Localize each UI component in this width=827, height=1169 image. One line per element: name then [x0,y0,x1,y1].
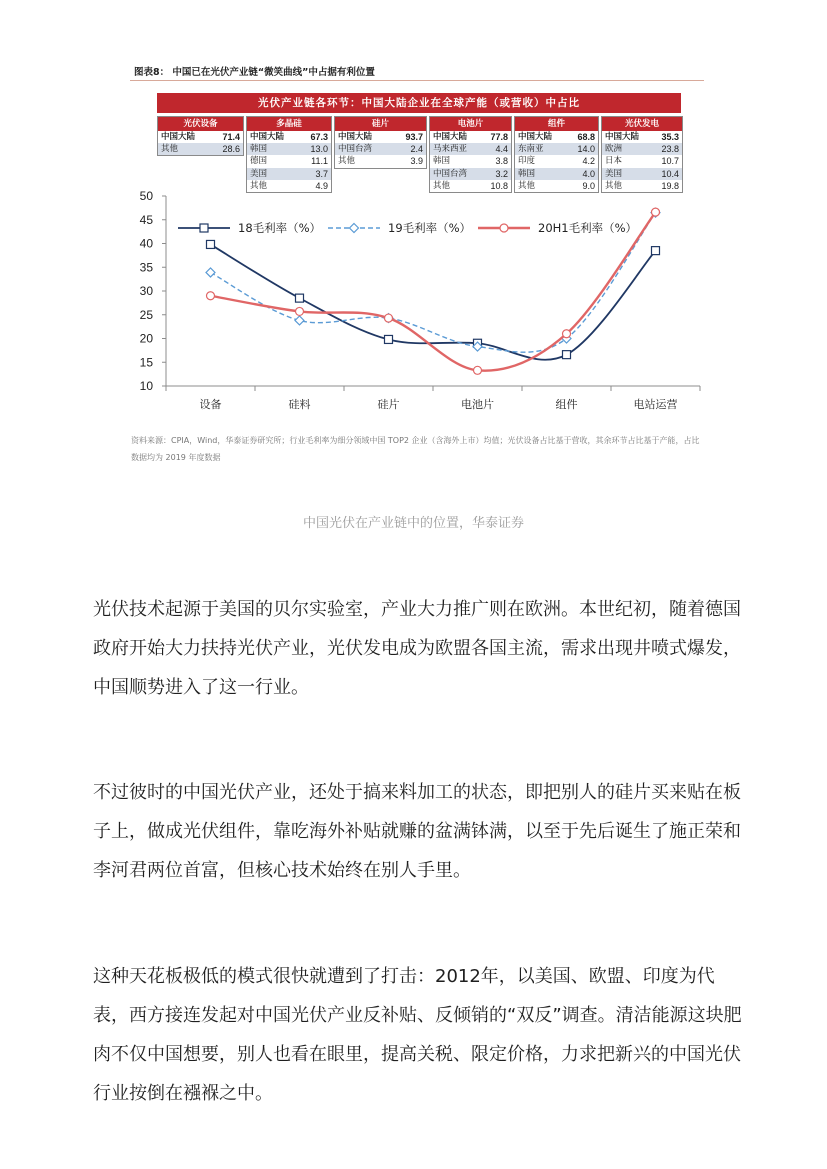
share-value: 67.3 [310,132,328,142]
x-tick-label: 硅料 [288,398,311,411]
y-tick-label: 20 [139,331,153,346]
segment-table-row [247,155,331,167]
segment-table-row [602,143,682,155]
region-label: 中国台湾 [433,168,468,179]
segment-table-row [335,131,426,143]
figure-title: 图表8： 中国已在光伏产业链“微笑曲线”中占据有利位置 [134,67,375,78]
segment-table-4 [429,116,512,193]
region-label: 中国大陆 [433,132,468,142]
share-value: 3.7 [315,168,328,179]
region-label: 中国大陆 [518,132,553,142]
region-label: 美国 [250,168,268,179]
share-value: 4.2 [582,156,595,167]
y-tick-label: 50 [139,189,153,203]
data-point-marker [652,247,660,255]
share-value: 3.9 [410,156,423,167]
x-tick-label: 硅片 [377,398,400,411]
segment-table-row [515,155,598,167]
paragraph-3: 这种天花板极低的模式很快就遭到了打击：2012年，以美国、欧盟、印度为代表，西方接连发起对中国光伏产业反补贴、反倾销的“双反”调查。清洁能源这块肥肉不仅中国想要，别人也看在眼里，提高关税、限定价格，力求把新兴的中国光伏行业按倒在襁褓之中。 [93,966,742,1104]
segment-table-header: 光伏设备 [158,117,243,131]
segment-table-row [247,168,331,180]
segment-table-6 [601,116,683,193]
segment-table-row [158,131,243,143]
region-label: 其他 [433,180,451,191]
x-tick-label: 电池片 [461,398,494,411]
data-point-marker [500,224,508,232]
data-point-marker [207,240,215,248]
share-value: 10.4 [661,168,679,179]
segment-table-header: 组件 [515,117,598,131]
region-label: 韩国 [518,168,536,179]
region-label: 其他 [605,180,623,191]
y-tick-label: 10 [139,379,153,393]
region-label: 美国 [605,168,623,179]
segment-table-row [602,155,682,167]
share-value: 13.0 [310,144,328,155]
data-point-marker [200,224,208,232]
share-value: 77.8 [490,132,508,142]
share-value: 68.8 [577,132,595,142]
data-point-marker [350,224,359,233]
segment-table-row [515,143,598,155]
x-tick-label: 电站运营 [633,398,678,411]
segment-table-row [515,131,598,143]
region-label: 韩国 [433,156,451,167]
segment-table-row [247,131,331,143]
share-value: 10.7 [661,156,679,167]
region-label: 中国大陆 [338,132,373,142]
x-tick-label: 组件 [555,398,578,411]
share-value: 10.8 [490,180,508,191]
segment-table-3 [334,116,427,169]
y-tick-label: 45 [139,212,153,227]
legend-label: 19毛利率（%） [388,221,472,235]
segment-table-2 [246,116,332,193]
y-tick-label: 40 [139,236,153,251]
segment-table-row [430,131,511,143]
region-label: 欧洲 [605,144,623,155]
region-label: 日本 [605,156,623,167]
y-tick-label: 35 [139,260,153,275]
share-value: 93.7 [405,132,423,142]
paragraph-2: 不过彼时的中国光伏产业，还处于搞来料加工的状态，即把别人的硅片买来贴在板子上，做成光伏组件，靠吃海外补贴就赚的盆满钵满，以至于先后诞生了施正荣和李河君两位首富，但核心技术始终在别人手里。 [93,782,741,881]
x-tick-label: 设备 [199,398,222,411]
segment-table-row [335,143,426,155]
data-point-marker [385,314,393,322]
share-value: 23.8 [661,144,679,155]
segment-table-row [515,168,598,180]
region-label: 其他 [338,156,356,167]
data-point-marker [207,292,215,300]
region-label: 中国大陆 [250,132,285,142]
segment-table-header: 光伏发电 [602,117,682,131]
share-value: 35.3 [661,132,679,142]
y-tick-label: 15 [139,355,153,370]
segment-table-1 [157,116,244,156]
share-value: 9.0 [582,180,595,191]
segment-table-header: 电池片 [430,117,511,131]
data-point-marker [563,330,571,338]
share-value: 3.8 [495,156,508,167]
share-value: 4.9 [315,180,328,191]
region-label: 其他 [518,180,536,191]
segment-table-row [430,155,511,167]
segment-table-row [430,143,511,155]
y-tick-label: 30 [139,284,153,298]
series-line-1 [211,244,656,359]
segment-table-row [247,143,331,155]
share-value: 14.0 [577,144,595,155]
data-point-marker [652,208,660,216]
segment-table-row [335,155,426,167]
data-point-marker [296,294,304,302]
figure-caption: 中国光伏在产业链中的位置，华泰证券 [302,516,524,531]
y-tick-label: 25 [139,307,153,322]
data-point-marker [206,268,215,277]
share-value: 4.0 [582,168,595,179]
segment-table-row [158,143,243,155]
region-label: 马来西亚 [433,144,468,155]
region-label: 韩国 [250,144,268,155]
segment-table-5 [514,116,599,193]
segment-banner: 光伏产业链各环节：中国大陆企业在全球产能（或营收）中占比 [157,93,681,113]
data-point-marker [296,307,304,315]
segment-table-row [430,168,511,180]
share-value: 28.6 [222,144,240,155]
share-value: 19.8 [661,180,679,191]
paragraph-1: 光伏技术起源于美国的贝尔实验室，产业大力推广则在欧洲。本世纪初，随着德国政府开始大力扶持光伏产业，光伏发电成为欧盟各国主流，需求出现井喷式爆发，中国顺势进入了这一行业。 [93,599,741,698]
share-value: 11.1 [311,156,328,167]
region-label: 其他 [161,144,179,155]
region-label: 东南亚 [518,144,544,155]
region-label: 中国台湾 [338,144,373,155]
gross-margin-chart [120,186,710,416]
region-label: 其他 [250,180,268,191]
region-label: 中国大陆 [605,132,640,142]
data-point-marker [474,366,482,374]
region-label: 印度 [518,156,536,167]
share-value: 71.4 [222,132,240,142]
segment-table-header: 多晶硅 [247,117,331,131]
series-line-3 [211,212,656,371]
legend-label: 20H1毛利率（%） [538,221,638,235]
share-value: 3.2 [495,168,508,179]
segment-table-header: 硅片 [335,117,426,131]
region-label: 中国大陆 [161,132,196,142]
title-divider [130,80,704,81]
data-point-marker [563,351,571,359]
share-value: 2.4 [410,144,423,155]
legend-label: 18毛利率（%） [238,221,322,235]
share-value: 4.4 [495,144,508,155]
source-note: 资料来源：CPIA，Wind，华泰证券研究所；行业毛利率为细分领域中国 TOP2 企业（含海外上市）均值；光伏设备占比基于营收，其余环节占比基于产能，占比数据均为 2019 年度数据 [131,436,700,462]
data-point-marker [385,335,393,343]
region-label: 德国 [250,156,268,167]
data-point-marker [295,316,304,325]
segment-table-row [602,131,682,143]
segment-table-row [602,168,682,180]
